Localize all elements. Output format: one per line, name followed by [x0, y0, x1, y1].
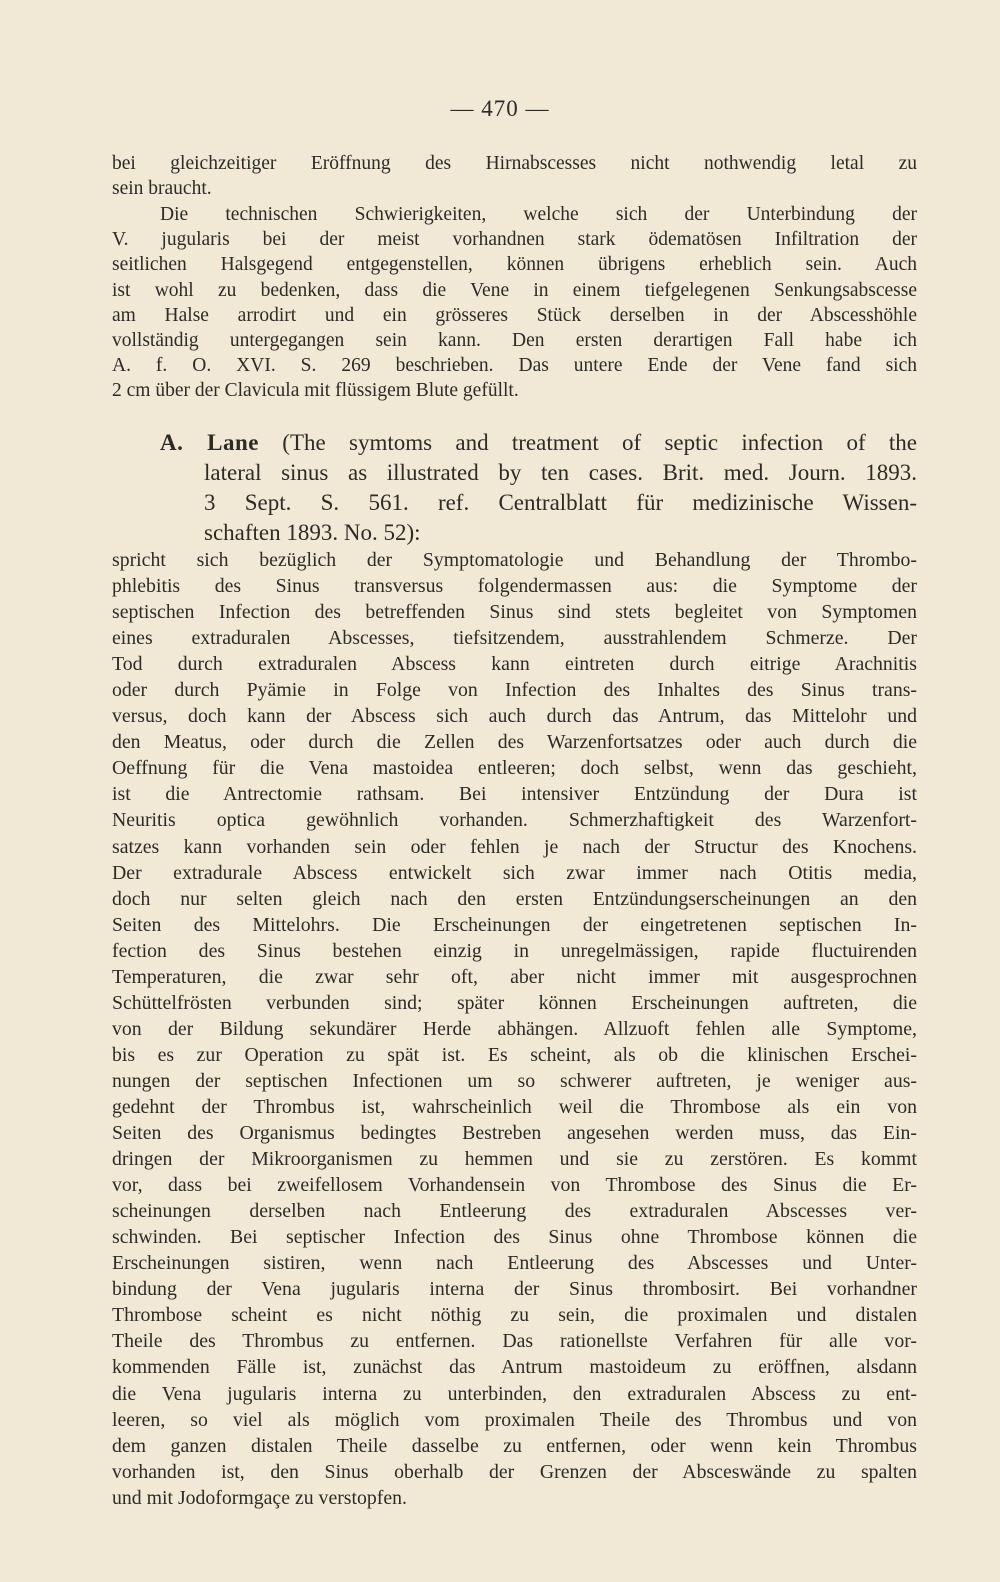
text-line: kommenden Fälle ist, zunächst das Antrum mastoideum zu eröffnen, alsdann — [112, 1356, 917, 1379]
text-line: von der Bildung sekundärer Herde abhängen. Allzuoft fehlen alle Symptome, — [112, 1017, 917, 1040]
text-line: V. jugularis bei der meist vorhandnen stark ödematösen Infiltration der — [112, 229, 917, 251]
text-line: fection des Sinus bestehen einzig in unregelmässigen, rapide fluctuirenden — [112, 939, 917, 962]
text-line: Temperaturen, die zwar sehr oft, aber nicht immer mit ausgesprochnen — [112, 965, 917, 988]
heading-line — [160, 428, 917, 458]
text-line: 2 cm über der Clavicula mit flüssigem Blute gefüllt. — [112, 380, 519, 402]
page-number: — 470 — — [450, 96, 550, 121]
text-line: Die technischen Schwierigkeiten, welche sich der Unterbindung der — [160, 204, 917, 225]
text-line: leeren, so viel als möglich vom proximalen Theile des Thrombus und von — [112, 1408, 917, 1431]
text-line: Seiten des Mittelohrs. Die Erscheinungen der eingetretenen septischen In- — [112, 913, 917, 936]
text-line: Schüttelfrösten verbunden sind; später können Erscheinungen auftreten, die — [112, 991, 917, 1014]
text-line: bis es zur Operation zu spät ist. Es scheint, als ob die klinischen Erschei- — [112, 1043, 917, 1066]
text-line: bindung der Vena jugularis interna der Sinus thrombosirt. Bei vorhandner — [112, 1278, 917, 1301]
text-line: schwinden. Bei septischer Infection des Sinus ohne Thrombose können die — [112, 1226, 917, 1249]
text-line: Thrombose scheint es nicht nöthig zu sein, die proximalen und distalen — [112, 1304, 917, 1327]
author-name: A. Lane — [160, 430, 259, 455]
text-line: oder durch Pyämie in Folge von Infection des Inhaltes des Sinus trans- — [112, 679, 917, 702]
text-line: vollständig untergegangen sein kann. Den ersten derartigen Fall habe ich — [112, 330, 917, 352]
text-line: doch nur selten gleich nach den ersten Entzündungserscheinungen an den — [112, 887, 917, 910]
paragraph-continuation — [112, 151, 917, 201]
text-line: scheinungen derselben nach Entleerung des extraduralen Abscesses ver- — [112, 1200, 917, 1223]
text-line: Seiten des Organismus bedingtes Bestreben angesehen werden muss, das Ein- — [112, 1122, 917, 1145]
text-line: dem ganzen distalen Theile dasselbe zu entfernen, oder wenn kein Thrombus — [112, 1434, 917, 1457]
paragraph-technical-difficulties — [112, 202, 917, 404]
text-line: ist wohl zu bedenken, dass die Vene in einem tiefgelegenen Senkungsabscesse — [112, 279, 917, 301]
text-line: den Meatus, oder durch die Zellen des Warzenfortsatzes oder auch durch die — [112, 731, 917, 754]
paragraph-abstract — [112, 547, 917, 1511]
text-line: eines extraduralen Abscesses, tiefsitzendem, ausstrahlendem Schmerze. Der — [112, 627, 917, 650]
heading-line: 3 Sept. S. 561. ref. Centralblatt für medizinische Wissen- — [204, 490, 917, 515]
text-line: bei gleichzeitiger Eröffnung des Hirnabscesses nicht nothwendig letal zu — [112, 153, 917, 174]
text-line: nungen der septischen Infectionen um so schwerer auftreten, je weniger aus- — [112, 1069, 917, 1092]
text-line: satzes kann vorhanden sein oder fehlen je nach der Structur des Knochens. — [112, 835, 917, 858]
text-line: gedehnt der Thrombus ist, wahrscheinlich weil die Thrombose als ein von — [112, 1095, 917, 1118]
text-line: phlebitis des Sinus transversus folgendermassen aus: die Symptome der — [112, 575, 917, 598]
text-line: septischen Infection des betreffenden Sinus sind stets begleitet von Symptomen — [112, 601, 917, 624]
reference-heading — [160, 428, 917, 548]
heading-line: schaften 1893. No. 52): — [204, 520, 421, 545]
text-line: die Vena jugularis interna zu unterbinden, den extraduralen Abscess zu ent- — [112, 1382, 917, 1405]
text-line: vor, dass bei zweifellosem Vorhandensein von Thrombose des Sinus die Er- — [112, 1174, 917, 1197]
text-line: dringen der Mikroorganismen zu hemmen und sie zu zerstören. Es kommt — [112, 1148, 917, 1171]
text-line: versus, doch kann der Abscess sich auch durch das Antrum, das Mittelohr und — [112, 705, 917, 728]
text-line: Tod durch extraduralen Abscess kann eintreten durch eitrige Arachnitis — [112, 653, 917, 676]
text-line: Oeffnung für die Vena mastoidea entleeren; doch selbst, wenn das geschieht, — [112, 757, 917, 780]
text-line: sein braucht. — [112, 178, 212, 200]
text-line: Der extradurale Abscess entwickelt sich zwar immer nach Otitis media, — [112, 861, 917, 884]
text-line: ist die Antrectomie rathsam. Bei intensiver Entzündung der Dura ist — [112, 783, 917, 806]
text-line: und mit Jodoformgaçe zu verstopfen. — [112, 1486, 407, 1509]
text-line: seitlichen Halsgegend entgegenstellen, können übrigens erheblich sein. Auch — [112, 254, 917, 276]
text-line: Neuritis optica gewöhnlich vorhanden. Schmerzhaftigkeit des Warzenfort- — [112, 809, 917, 832]
text-line: vorhanden ist, den Sinus oberhalb der Grenzen der Absceswände zu spalten — [112, 1460, 917, 1483]
heading-line: lateral sinus as illustrated by ten cases. Brit. med. Journ. 1893. — [204, 460, 917, 485]
text-line: A. f. O. XVI. S. 269 beschrieben. Das untere Ende der Vene fand sich — [112, 355, 917, 377]
text-line: Erscheinungen sistiren, wenn nach Entleerung des Abscesses und Unter- — [112, 1252, 917, 1275]
heading-text: (The symtoms and treatment of septic infection of the — [282, 430, 918, 455]
text-line: spricht sich bezüglich der Symptomatologie und Behandlung der Thrombo- — [112, 549, 917, 571]
text-line: Theile des Thrombus zu entfernen. Das rationellste Verfahren für alle vor- — [112, 1330, 917, 1353]
text-line: am Halse arrodirt und ein grösseres Stück derselben in der Abscesshöhle — [112, 304, 917, 326]
